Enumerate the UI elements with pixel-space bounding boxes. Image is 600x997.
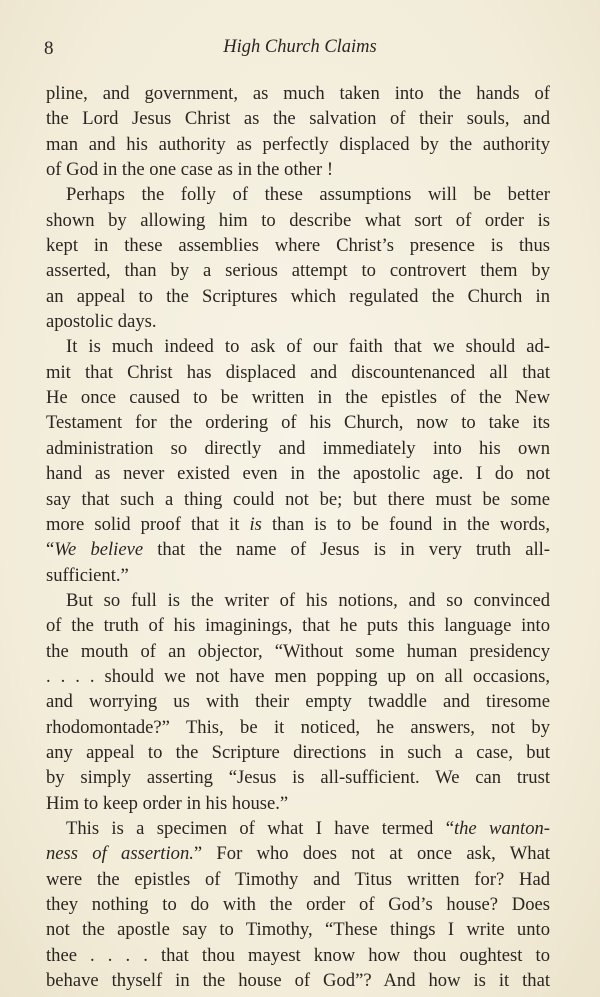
text-line bbox=[46, 182, 550, 207]
text-segment: . . . . should we not have men popping up on all occasions, bbox=[46, 665, 550, 687]
text-line bbox=[46, 284, 550, 309]
text-line bbox=[46, 892, 550, 917]
text-line bbox=[46, 360, 550, 385]
text-segment: behave thyself in the house of God”? And how is it that bbox=[46, 970, 550, 992]
text-segment: But so full is the writer of his notions, and so convinced bbox=[66, 589, 550, 611]
text-segment: This is a specimen of what I have termed “ bbox=[66, 817, 454, 839]
text-segment: kept in these assemblies where Christ’s presence is thus bbox=[46, 235, 550, 257]
text-segment: ” For who does not at once ask, What bbox=[193, 843, 550, 865]
text-line bbox=[46, 841, 550, 866]
text-line bbox=[46, 867, 550, 892]
text-line bbox=[46, 208, 550, 233]
text-line bbox=[46, 461, 550, 486]
italic-text: We believe bbox=[54, 539, 144, 561]
text-line bbox=[46, 132, 550, 157]
text-line bbox=[46, 385, 550, 410]
text-segment: not the apostle say to Timothy, “These things I write unto bbox=[46, 919, 550, 941]
text-segment: shown by allowing him to describe what sort of order is bbox=[46, 209, 550, 231]
text-segment: they nothing to do with the order of God’s house? Does bbox=[46, 894, 550, 915]
text-line bbox=[46, 81, 550, 106]
text-line bbox=[46, 917, 550, 942]
text-segment: any appeal to the Scripture directions in such a case, but bbox=[46, 741, 550, 763]
text-line bbox=[46, 791, 550, 816]
text-line bbox=[46, 816, 550, 841]
page-number: 8 bbox=[44, 38, 54, 59]
text-line bbox=[46, 436, 550, 461]
text-line bbox=[46, 943, 550, 968]
text-segment: that the name of Jesus is in very truth all- bbox=[143, 539, 550, 561]
text-segment: than is to be found in the words, bbox=[261, 513, 550, 535]
text-line bbox=[46, 740, 550, 765]
text-line bbox=[46, 233, 550, 258]
text-segment: and worrying us with their empty twaddle and tiresome bbox=[46, 691, 550, 713]
text-segment: hand as never existed even in the apostolic age. I do not bbox=[46, 463, 550, 485]
text-segment: of the truth of his imaginings, that he puts this language into bbox=[46, 615, 550, 637]
text-line bbox=[46, 664, 550, 689]
text-line bbox=[46, 410, 550, 435]
text-segment: man and his authority as perfectly displaced by the authority bbox=[46, 133, 550, 155]
text-line bbox=[46, 512, 550, 537]
text-segment: Testament for the ordering of his Church, now to take its bbox=[46, 412, 550, 434]
text-segment: rhodomontade?” This, be it noticed, he answers, not by bbox=[46, 716, 550, 738]
text-segment: Him to keep order in his house.” bbox=[46, 792, 289, 814]
text-segment: mit that Christ has displaced and discountenanced all that bbox=[46, 361, 550, 383]
italic-text: ness of assertion. bbox=[46, 843, 194, 865]
text-segment: asserted, than by a serious attempt to controvert them by bbox=[46, 260, 550, 282]
text-segment: thee . . . . that thou mayest know how thou oughtest to bbox=[46, 944, 550, 966]
text-segment: It is much indeed to ask of our faith that we should ad- bbox=[66, 336, 550, 358]
text-segment: the Lord Jesus Christ as the salvation of their souls, and bbox=[46, 108, 550, 130]
text-line bbox=[46, 157, 550, 182]
text-line bbox=[46, 487, 550, 512]
text-line bbox=[46, 537, 550, 562]
text-segment: “ bbox=[46, 539, 55, 561]
text-segment: He once caused to be written in the epistles of the New bbox=[46, 387, 550, 409]
text-segment: of God in the one case as in the other ! bbox=[46, 159, 334, 181]
italic-text: is bbox=[249, 513, 262, 535]
italic-text: the wanton- bbox=[453, 817, 550, 839]
text-line bbox=[46, 715, 550, 740]
text-segment: apostolic days. bbox=[46, 311, 157, 333]
text-segment: by simply asserting “Jesus is all-sufficient. We can trust bbox=[46, 767, 550, 789]
text-line bbox=[46, 639, 550, 664]
text-line bbox=[46, 334, 550, 359]
text-line bbox=[46, 106, 550, 131]
text-line bbox=[46, 309, 550, 334]
text-segment: say that such a thing could not be; but there must be some bbox=[46, 488, 550, 510]
text-line bbox=[46, 588, 550, 613]
text-line bbox=[46, 765, 550, 790]
text-segment: administration so directly and immediately into his own bbox=[46, 437, 550, 459]
text-segment: sufficient.” bbox=[46, 564, 129, 586]
text-line bbox=[46, 258, 550, 283]
text-segment: an appeal to the Scriptures which regulated the Church in bbox=[46, 285, 550, 307]
text-segment: more solid proof that it bbox=[46, 513, 250, 535]
text-segment: Perhaps the folly of these assumptions will be better bbox=[66, 184, 550, 206]
running-title: High Church Claims bbox=[223, 37, 377, 57]
text-segment: were the epistles of Timothy and Titus written for? Had bbox=[46, 868, 550, 890]
text-segment: the mouth of an objector, “Without some human presidency bbox=[46, 640, 550, 662]
text-line bbox=[46, 968, 550, 993]
text-line bbox=[46, 613, 550, 638]
text-segment: pline, and government, as much taken into the hands of bbox=[46, 83, 550, 104]
body-text bbox=[46, 81, 550, 993]
text-line bbox=[46, 689, 550, 714]
text-line bbox=[46, 563, 550, 588]
